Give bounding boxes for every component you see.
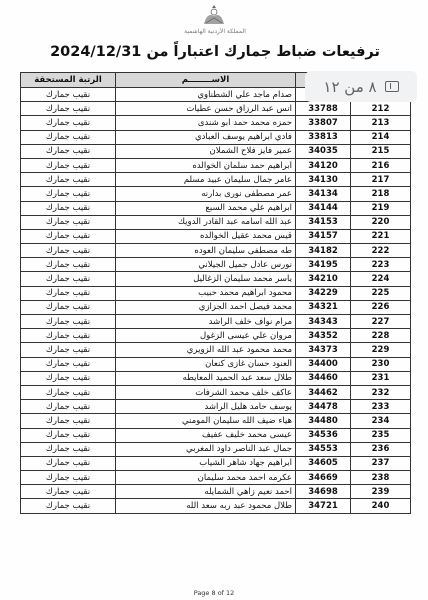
- table-row: [21, 173, 411, 187]
- cell-number: 34182: [296, 244, 351, 258]
- page-indicator-text: ٨ من ١٢: [323, 77, 377, 96]
- cell-rank: نقيب جمارك: [21, 428, 116, 442]
- table-row: [21, 116, 411, 130]
- cell-number: 34373: [296, 343, 351, 357]
- cell-rank: نقيب جمارك: [21, 215, 116, 229]
- table-row: [21, 400, 411, 414]
- cell-index: 223: [351, 258, 411, 272]
- cell-number: 34400: [296, 357, 351, 371]
- cell-name: انس عبد الرزاق حسن عطيات: [116, 102, 296, 116]
- cell-index: 236: [351, 442, 411, 456]
- cell-rank: نقيب جمارك: [21, 385, 116, 399]
- cell-number: 33788: [296, 102, 351, 116]
- cell-index: 225: [351, 286, 411, 300]
- cell-name: فادي ابراهيم يوسف العبادي: [116, 130, 296, 144]
- cell-index: 234: [351, 414, 411, 428]
- cell-number: 34120: [296, 158, 351, 172]
- cell-index: 230: [351, 357, 411, 371]
- cell-rank: نقيب جمارك: [21, 258, 116, 272]
- table-row: [21, 286, 411, 300]
- cell-rank: نقيب جمارك: [21, 400, 116, 414]
- cell-number: 34343: [296, 315, 351, 329]
- cell-number: 34460: [296, 371, 351, 385]
- table-row: [21, 229, 411, 243]
- jordan-emblem-icon: [202, 4, 226, 26]
- cell-number: 34462: [296, 385, 351, 399]
- cell-rank: نقيب جمارك: [21, 300, 116, 314]
- cell-name: عبد الله اسامه عبد القادر الدويك: [116, 215, 296, 229]
- header-name: الاســــــــم: [116, 73, 296, 88]
- cell-rank: نقيب جمارك: [21, 130, 116, 144]
- cell-name: عامر جمال سليمان عبيد مسلم: [116, 173, 296, 187]
- cell-number: 34478: [296, 400, 351, 414]
- cell-name: طلال محمود عبد ربه سعد الله: [116, 499, 296, 513]
- cell-number: 34035: [296, 144, 351, 158]
- table-row: [21, 471, 411, 485]
- cell-number: 34157: [296, 229, 351, 243]
- cell-index: 233: [351, 400, 411, 414]
- cell-index: 238: [351, 471, 411, 485]
- cell-name: طه مصطفى سليمان العوده: [116, 244, 296, 258]
- cell-rank: نقيب جمارك: [21, 173, 116, 187]
- cell-number: 34229: [296, 286, 351, 300]
- cell-index: 222: [351, 244, 411, 258]
- table-row: [21, 442, 411, 456]
- cell-index: 229: [351, 343, 411, 357]
- cell-index: 235: [351, 428, 411, 442]
- cell-name: صدام ماجد علي الشطناوي: [116, 88, 296, 102]
- cell-number: 34130: [296, 173, 351, 187]
- table-row: [21, 258, 411, 272]
- cell-rank: نقيب جمارك: [21, 244, 116, 258]
- cell-rank: نقيب جمارك: [21, 485, 116, 499]
- cell-name: محمود ابراهيم محمد حبيب: [116, 286, 296, 300]
- cell-rank: نقيب جمارك: [21, 456, 116, 470]
- table-row: [21, 244, 411, 258]
- cell-index: 231: [351, 371, 411, 385]
- cell-index: 220: [351, 215, 411, 229]
- cell-name: جمال عبد الناصر داود المغربي: [116, 442, 296, 456]
- cell-index: 239: [351, 485, 411, 499]
- table-row: [21, 215, 411, 229]
- cell-index: 216: [351, 158, 411, 172]
- cell-number: 34536: [296, 428, 351, 442]
- cell-index: 217: [351, 173, 411, 187]
- table-row: [21, 329, 411, 343]
- cell-rank: نقيب جمارك: [21, 442, 116, 456]
- table-row: [21, 158, 411, 172]
- organization-header: المملكة الأردنية الهاشمية: [184, 28, 246, 35]
- cell-name: نورس عادل جميل الجيلاني: [116, 258, 296, 272]
- cell-index: 232: [351, 385, 411, 399]
- cell-rank: نقيب جمارك: [21, 414, 116, 428]
- cell-index: 228: [351, 329, 411, 343]
- page-indicator[interactable]: [305, 71, 417, 102]
- cell-number: 34669: [296, 471, 351, 485]
- document-title: ترفيعات ضباط جمارك اعتباراً من 2024/12/31: [50, 44, 380, 60]
- cell-number: 34210: [296, 272, 351, 286]
- cell-rank: نقيب جمارك: [21, 187, 116, 201]
- cell-rank: نقيب جمارك: [21, 315, 116, 329]
- table-row: [21, 371, 411, 385]
- cell-rank: نقيب جمارك: [21, 343, 116, 357]
- cell-rank: نقيب جمارك: [21, 88, 116, 102]
- table-row: [21, 485, 411, 499]
- table-row: [21, 456, 411, 470]
- cell-rank: نقيب جمارك: [21, 116, 116, 130]
- cell-number: 34321: [296, 300, 351, 314]
- table-row: [21, 315, 411, 329]
- cell-number: 34134: [296, 187, 351, 201]
- cell-rank: نقيب جمارك: [21, 329, 116, 343]
- cell-name: عمير فايز فلاح الشملان: [116, 144, 296, 158]
- table-row: [21, 187, 411, 201]
- page-icon: [385, 81, 399, 92]
- cell-name: محمد محمود عبد الله الزويري: [116, 343, 296, 357]
- cell-number: 34153: [296, 215, 351, 229]
- cell-number: 34553: [296, 442, 351, 456]
- cell-rank: نقيب جمارك: [21, 158, 116, 172]
- cell-name: حمزه محمد حمد ابو شندى: [116, 116, 296, 130]
- cell-name: عاكف خلف محمد الشرفات: [116, 385, 296, 399]
- table-row: [21, 343, 411, 357]
- cell-number: 34721: [296, 499, 351, 513]
- cell-name: ابراهيم علي محمد السبع: [116, 201, 296, 215]
- cell-name: احمد نعيم زاهي الشمايله: [116, 485, 296, 499]
- table-row: [21, 272, 411, 286]
- cell-number: 33813: [296, 130, 351, 144]
- cell-index: 215: [351, 144, 411, 158]
- cell-name: عكرمه احمد محمد سليمان: [116, 471, 296, 485]
- table-row: [21, 102, 411, 116]
- table-row: [21, 385, 411, 399]
- cell-name: قيس محمد عقيل الخوالده: [116, 229, 296, 243]
- promotions-table: [20, 72, 411, 514]
- cell-number: 34195: [296, 258, 351, 272]
- cell-name: ابراهيم حمد سلمان الخوالده: [116, 158, 296, 172]
- cell-name: ابراهيم جهاد شاهر الشياب: [116, 456, 296, 470]
- cell-index: 218: [351, 187, 411, 201]
- cell-index: 214: [351, 130, 411, 144]
- cell-index: 226: [351, 300, 411, 314]
- cell-number: 34480: [296, 414, 351, 428]
- cell-name: مروان علي عيسى الزغول: [116, 329, 296, 343]
- cell-number: 34605: [296, 456, 351, 470]
- cell-name: عمر مصطفى نورى بدارنه: [116, 187, 296, 201]
- cell-rank: نقيب جمارك: [21, 201, 116, 215]
- table-row: [21, 201, 411, 215]
- cell-rank: نقيب جمارك: [21, 272, 116, 286]
- cell-rank: نقيب جمارك: [21, 357, 116, 371]
- cell-name: عيسى محمد خليف عفيف: [116, 428, 296, 442]
- table-row: [21, 428, 411, 442]
- cell-index: 227: [351, 315, 411, 329]
- cell-name: محمد فيصل احمد الجزازي: [116, 300, 296, 314]
- cell-number: 34144: [296, 201, 351, 215]
- page-footer: Page 8 of 12: [193, 589, 235, 597]
- cell-number: 34698: [296, 485, 351, 499]
- table-row: [21, 130, 411, 144]
- table-row: [21, 144, 411, 158]
- cell-number: 34352: [296, 329, 351, 343]
- cell-index: 212: [351, 102, 411, 116]
- cell-index: 237: [351, 456, 411, 470]
- cell-name: مرام نواف خلف الراشد: [116, 315, 296, 329]
- cell-rank: نقيب جمارك: [21, 371, 116, 385]
- table-row: [21, 414, 411, 428]
- cell-name: طلال سعد عبد الحميد المعايطه: [116, 371, 296, 385]
- cell-rank: نقيب جمارك: [21, 102, 116, 116]
- cell-rank: نقيب جمارك: [21, 229, 116, 243]
- cell-index: 240: [351, 499, 411, 513]
- cell-rank: نقيب جمارك: [21, 471, 116, 485]
- table-row: [21, 499, 411, 513]
- cell-number: 33807: [296, 116, 351, 130]
- header-rank: الرتبة المستحقة: [21, 73, 116, 88]
- cell-index: 224: [351, 272, 411, 286]
- cell-index: 221: [351, 229, 411, 243]
- cell-name: هياء ضيف الله سليمان المومني: [116, 414, 296, 428]
- table-row: [21, 357, 411, 371]
- table-row: [21, 300, 411, 314]
- cell-name: ياسر محمد سليمان الزغاليل: [116, 272, 296, 286]
- cell-name: يوسف حامد هليل الراشد: [116, 400, 296, 414]
- cell-index: 213: [351, 116, 411, 130]
- cell-index: 219: [351, 201, 411, 215]
- cell-rank: نقيب جمارك: [21, 144, 116, 158]
- cell-name: العنود حسان غازى كنعان: [116, 357, 296, 371]
- cell-rank: نقيب جمارك: [21, 499, 116, 513]
- cell-rank: نقيب جمارك: [21, 286, 116, 300]
